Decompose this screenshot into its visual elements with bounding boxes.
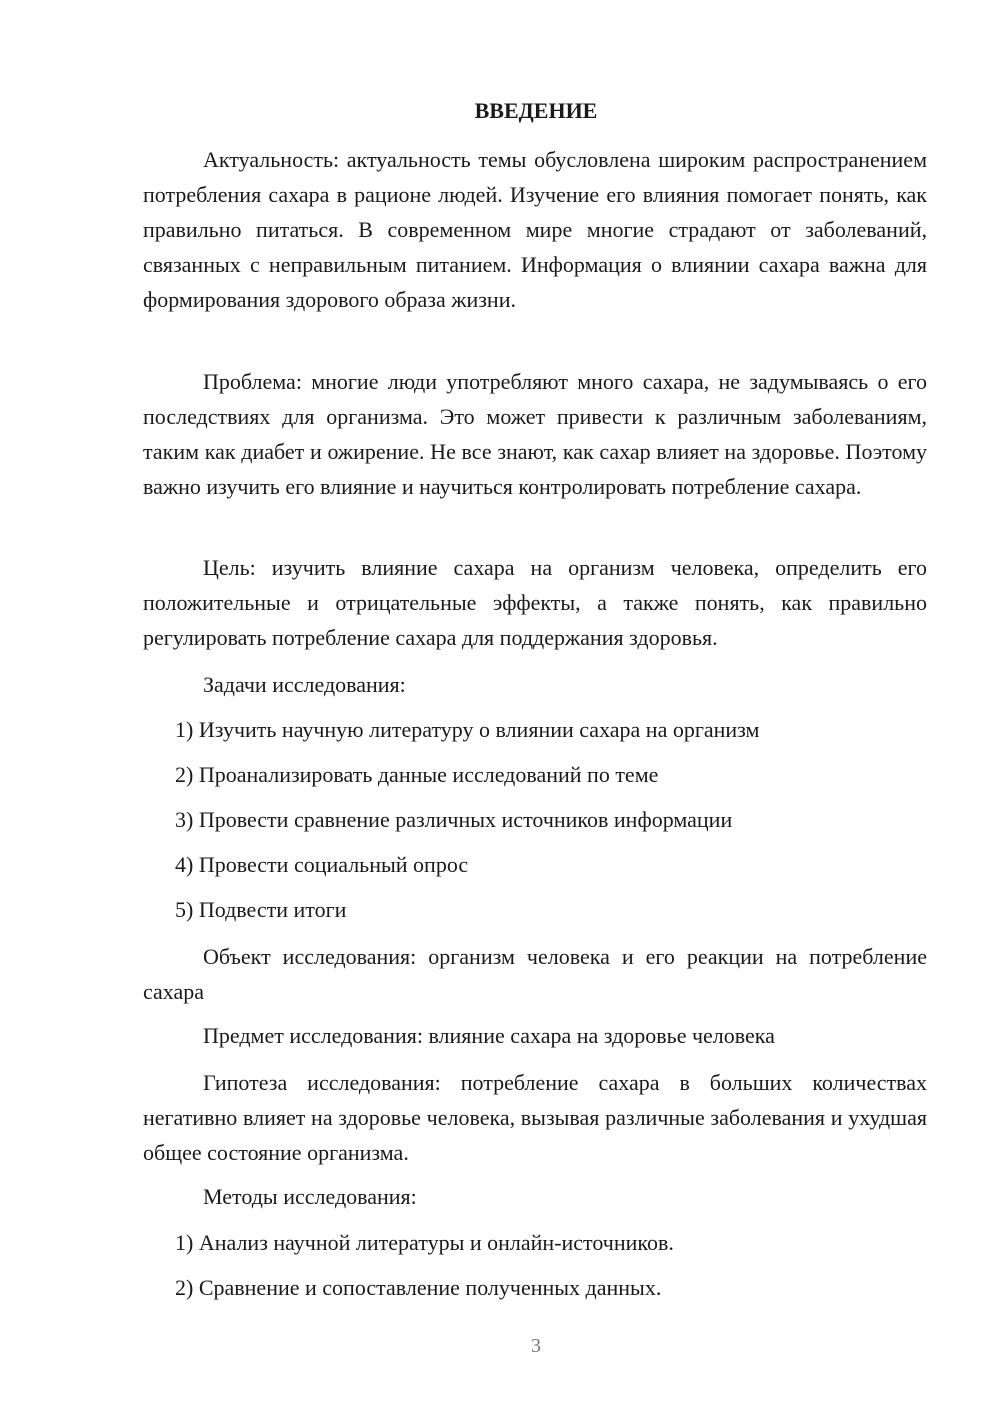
- problem-paragraph: Проблема: многие люди употребляют много сахара, не задумываясь о его последствиях для организма. Это может привести к различным заболеваниям, таким как диабет и ожирение. Не все знают, как сахар влияет на здоровье. Поэтому важно изучить его влияние и научиться контролировать потребление сахара.: [143, 369, 927, 499]
- task-item: 4) Провести социальный опрос: [175, 852, 469, 877]
- relevance-paragraph: Актуальность: актуальность темы обусловлена широким распространением потребления сахара в рационе людей. Изучение его влияния помогает понять, как правильно питаться. В современном мире многие страдают от заболеваний, связанных с неправильным питанием. Информация о влиянии сахара важна для формирования здорового образа жизни.: [143, 147, 927, 312]
- tasks-title: Задачи исследования:: [203, 672, 406, 697]
- hypothesis-paragraph: Гипотеза исследования: потребление сахара в больших количествах негативно влияет на здоровье человека, вызывая различные заболевания и ухудшая общее состояние организма.: [143, 1070, 927, 1165]
- page-number: 3: [531, 1335, 541, 1357]
- object-paragraph: Объект исследования: организм человека и его реакции на потребление сахара: [143, 944, 927, 1004]
- task-item: 1) Изучить научную литературу о влиянии сахара на организм: [175, 717, 760, 742]
- method-item: 2) Сравнение и сопоставление полученных данных.: [175, 1275, 662, 1300]
- task-item: 2) Проанализировать данные исследований по теме: [175, 762, 659, 787]
- methods-title: Методы исследования:: [203, 1184, 417, 1209]
- task-item: 3) Провести сравнение различных источников информации: [175, 807, 733, 832]
- goal-paragraph: Цель: изучить влияние сахара на организм человека, определить его положительные и отрицательные эффекты, а также понять, как правильно регулировать потребление сахара для поддержания здоровья.: [143, 555, 927, 650]
- method-item: 1) Анализ научной литературы и онлайн-источников.: [175, 1230, 674, 1255]
- section-heading: ВВЕДЕНИЕ: [474, 98, 598, 123]
- subject-paragraph: Предмет исследования: влияние сахара на здоровье человека: [203, 1023, 775, 1048]
- task-item: 5) Подвести итоги: [175, 897, 347, 922]
